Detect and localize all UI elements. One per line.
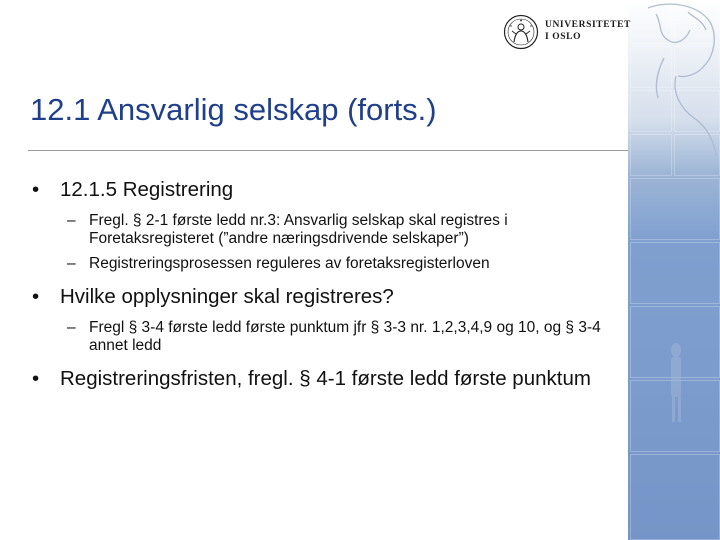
statue-illustration	[628, 0, 720, 540]
bullet-text: 12.1.5 Registrering	[60, 178, 234, 201]
bullet-symbol: •	[32, 178, 40, 201]
sub-bullet-item	[30, 212, 630, 248]
sub-bullet-text: Fregl. § 2-1 første ledd nr.3: Ansvarlig selskap skal registres i Foretaksregisteret (”andre næringsdrivende selskaper”)	[89, 212, 508, 247]
logo-text-line1: UNIVERSITETET	[545, 20, 631, 30]
bullet-text: Registreringsfristen, fregl. § 4-1 første ledd første punktum	[60, 367, 591, 390]
bullet-item	[30, 178, 630, 202]
bullet-symbol: •	[32, 367, 40, 390]
bullet-symbol: •	[32, 285, 40, 308]
dash-symbol: –	[67, 212, 76, 229]
bullet-item	[30, 367, 630, 391]
university-logo	[503, 14, 631, 54]
slide-content	[30, 178, 630, 401]
decorative-side-strip	[628, 0, 720, 540]
dash-symbol: –	[67, 255, 76, 272]
sub-bullet-text: Registreringsprosessen reguleres av foretaksregisterloven	[89, 255, 490, 272]
title-divider	[28, 150, 628, 151]
slide-title: 12.1 Ansvarlig selskap (forts.)	[30, 92, 437, 127]
sub-bullet-item	[30, 255, 630, 273]
logo-text-line2: I OSLO	[545, 32, 582, 42]
bullet-item	[30, 285, 630, 309]
dash-symbol: –	[67, 319, 76, 336]
bullet-text: Hvilke opplysninger skal registreres?	[60, 285, 394, 308]
sub-bullet-text: Fregl § 3-4 første ledd første punktum jfr § 3-3 nr. 1,2,3,4,9 og 10, og § 3-4 annet ledd	[89, 319, 601, 354]
university-seal-icon	[503, 14, 539, 50]
sub-bullet-item	[30, 319, 630, 355]
